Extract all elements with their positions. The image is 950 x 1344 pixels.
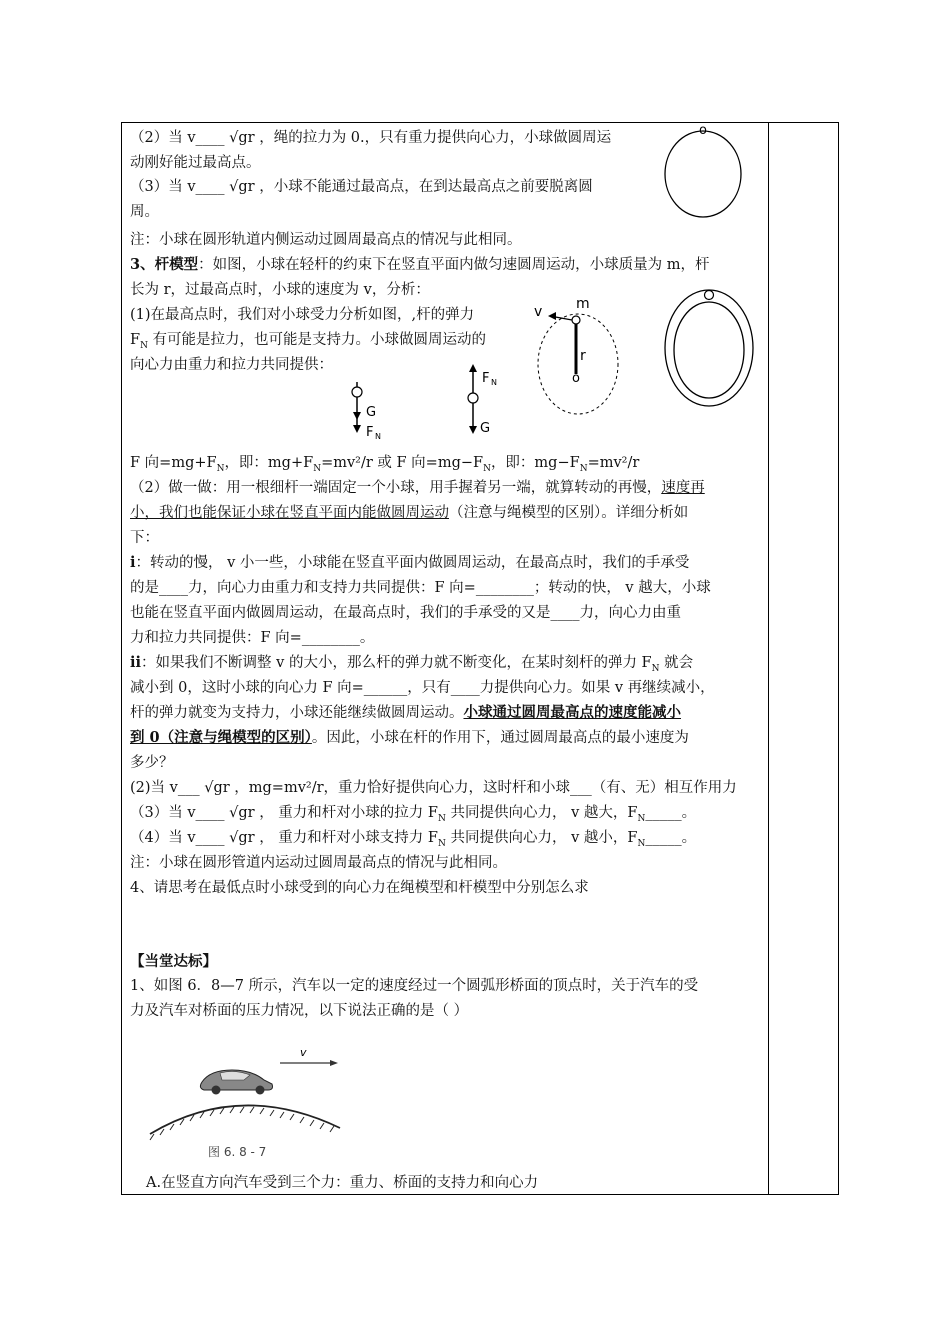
right-fn-sub: N xyxy=(491,378,497,387)
car-figure-caption: 图 6. 8 - 7 xyxy=(208,1145,267,1159)
rod-ii-line-3: 杆的弹力就变为支持力，小球还能继续做圆周运动。小球通过圆周最高点的速度能减小 xyxy=(130,704,681,721)
rod-i-line-2: 的是____力，向心力由重力和支持力共同提供：F 向=________；转动的快， v 越大，小球 xyxy=(130,580,711,596)
rod-intro-line-2: 长为 r，过最高点时，小球的速度为 v，分析： xyxy=(130,282,430,298)
rod-q2: (2)当 v___ √gr ，mg=mv²/r，重力恰好提供向心力，这时杆和小球___（有、无）相互作用力 xyxy=(130,780,737,796)
rod-q4: （4）当 v____ √gr ， 重力和杆对小球支持力 $F_N$ 共同提供向心力， v 越小，$F_N\_\_\_\_\_$。 xyxy=(130,830,697,849)
rod-i-line-3: 也能在竖直平面内做圆周运动，在最高点时，我们的手承受的又是____力，向心力由重 xyxy=(130,605,681,621)
rope-item-2-cont: 动刚好能过最高点。 xyxy=(130,155,261,171)
practice-q1-line-2: 力及汽车对桥面的压力情况，以下说法正确的是（ ） xyxy=(130,1003,469,1019)
rod-p2-line-3: 下： xyxy=(130,530,159,546)
table-column-divider xyxy=(768,122,769,1195)
left-fn-sub: N xyxy=(375,432,381,441)
rod-formula: F 向$=mg+F_N$，即：$mg+F_N=mv^2/r$ 或 F 向$=mg-F_N$，即：$mg-F_N=mv^2/r$ xyxy=(130,455,640,474)
tube-figure xyxy=(660,280,760,419)
rod-note: 注：小球在圆形管道内运动过圆周最高点的情况与此相同。 xyxy=(130,855,507,871)
rod-p1-line-2: $F_N$ 有可能是拉力，也可能是支持力。小球做圆周运动的 xyxy=(130,332,487,351)
rod-q3: （3）当 v____ √gr ， 重力和杆对小球的拉力 $F_N$ 共同提供向心力， v 越大，$F_N\_\_\_\_\_$。 xyxy=(130,805,697,824)
rod-p2-line-2: 小，我们也能保证小球在竖直平面内能做圆周运动（注意与绳模型的区别）。详细分析如 xyxy=(130,505,689,521)
rope-fig-o-label: o xyxy=(699,123,707,138)
left-fn-label: F xyxy=(366,425,374,440)
rod-ii-line-2: 减小到 0，这时小球的向心力 F 向=______，只有____力提供向心力。如果 v 再继续减小， xyxy=(130,680,715,696)
rod-fig-m-label: m xyxy=(576,296,590,312)
practice-q1-line-1: 1、如图 6．8—7 所示，汽车以一定的速度经过一个圆弧形桥面的顶点时，关于汽车的受 xyxy=(130,978,699,994)
right-fn-label: F xyxy=(482,371,490,386)
rod-p1-line-1: (1)在最高点时，我们对小球受力分析如图，,杆的弹力 xyxy=(130,307,475,323)
right-g-label: G xyxy=(480,421,491,436)
left-g-label: G xyxy=(366,405,377,420)
practice-heading: 【当堂达标】 xyxy=(130,953,217,970)
rod-fig-v-label: v xyxy=(534,304,543,320)
rod-i-line-4: 力和拉力共同提供：F 向=________。 xyxy=(130,630,375,646)
rod-ii-line-5: 多少？ xyxy=(130,755,174,771)
rod-fig-r-label: r xyxy=(580,348,586,364)
rod-i-line-1: i：转动的慢， v 小一些，小球能在竖直平面内做圆周运动，在最高点时，我们的手承受 xyxy=(130,554,690,571)
rod-heading: 3、杆模型 xyxy=(130,256,199,273)
rope-circle-figure xyxy=(660,120,750,224)
rod-intro-line-1: 3、杆模型：如图，小球在轻杆的约束下在竖直平面内做匀速圆周运动，小球质量为 m，杆 xyxy=(130,256,710,273)
force-diagram xyxy=(340,360,520,454)
rod-p1-line-3: 向心力由重力和拉力共同提供： xyxy=(130,357,333,373)
rod-ii-line-1: ii：如果我们不断调整 v 的大小，那么杆的弹力就不断变化，在某时刻杆的弹力 $F_N$ 就会 xyxy=(130,654,694,674)
lowest-point-question: 4、请思考在最低点时小球受到的向心力在绳模型和杆模型中分别怎么求 xyxy=(130,880,589,896)
rod-circle-figure xyxy=(528,292,628,426)
rod-fig-o-label: o xyxy=(572,371,580,386)
rope-note: 注：小球在圆形轨道内侧运动过圆周最高点的情况与此相同。 xyxy=(130,232,522,248)
car-v-label: v xyxy=(300,1046,307,1059)
rope-item-3-cont: 周。 xyxy=(130,204,159,220)
rod-ii-line-4: 到 0（注意与绳模型的区别）。因此，小球在杆的作用下，通过圆周最高点的最小速度为 xyxy=(130,729,689,746)
car-bridge-figure xyxy=(140,1040,360,1164)
rope-item-2: （2）当 v____ √gr ，绳的拉力为 0.，只有重力提供向心力，小球做圆周运 xyxy=(130,130,612,146)
practice-option-a: A.在竖直方向汽车受到三个力：重力、桥面的支持力和向心力 xyxy=(146,1175,539,1191)
rope-item-3: （3）当 v____ √gr ，小球不能通过最高点，在到达最高点之前要脱离圆 xyxy=(130,179,593,195)
rod-p2-line-1: （2）做一做：用一根细杆一端固定一个小球，用手握着另一端，就算转动的再慢，速度再 xyxy=(130,480,705,496)
